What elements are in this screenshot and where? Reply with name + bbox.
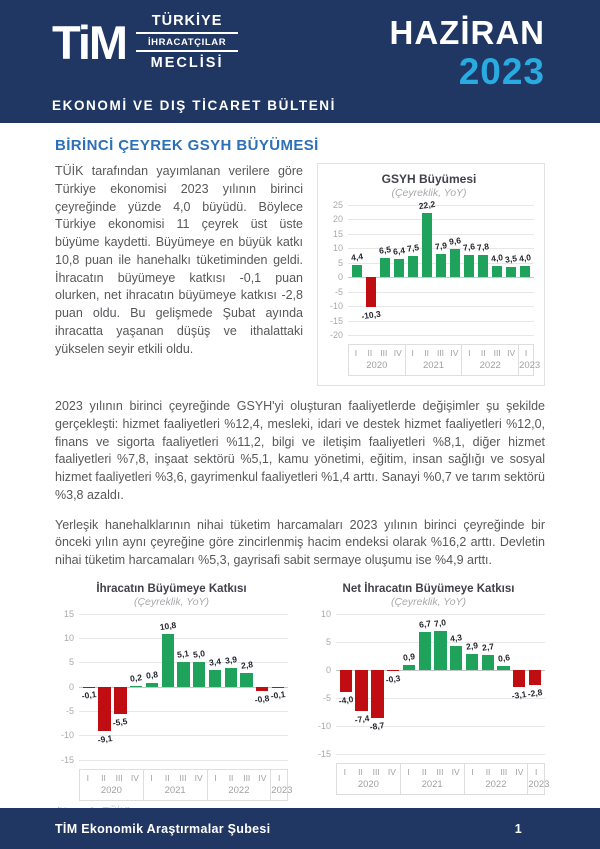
bars: [338, 614, 543, 754]
bar-column: [378, 205, 392, 335]
bar-column: [480, 614, 496, 754]
bar-column: [81, 614, 97, 760]
x-quarter-labels: [465, 764, 528, 777]
x-quarter-labels: [337, 764, 400, 777]
x-quarter-label: IV: [130, 772, 139, 783]
x-quarter-label: IV: [450, 348, 459, 358]
bar-value-label: 6,5: [378, 244, 392, 257]
page-number: 1: [514, 821, 522, 836]
x-quarter-label: II: [424, 348, 429, 358]
bar: [380, 258, 391, 277]
bar-column: [434, 205, 448, 335]
x-quarter-label: II: [421, 766, 427, 777]
x-year-label: 2020: [366, 360, 388, 371]
x-quarter-label: I: [524, 348, 528, 358]
issue-date: [390, 15, 545, 113]
main-content: [0, 137, 600, 818]
bar-value-label: 9,6: [448, 235, 462, 248]
x-quarter-label: I: [150, 772, 153, 783]
bar-value-label: 4,4: [350, 250, 364, 263]
bar: [403, 665, 415, 670]
bar-column: [113, 614, 129, 760]
x-quarter-labels: [462, 345, 518, 358]
bar: [83, 687, 95, 688]
x-axis-year-group: [527, 764, 550, 794]
bar: [146, 683, 158, 687]
bar-value-label: 2,8: [239, 659, 254, 671]
bar-column: [239, 614, 255, 760]
chart-body: [312, 608, 545, 759]
bar: [272, 687, 284, 688]
y-axis: [312, 608, 336, 759]
x-quarter-labels: [349, 345, 405, 358]
x-axis-year-group: [400, 764, 464, 794]
x-axis-year-group: [405, 345, 462, 375]
bar-column: [97, 614, 113, 760]
y-tick-label: -15: [60, 754, 74, 765]
y-tick-label: 0: [68, 681, 74, 692]
y-tick-label: 15: [63, 608, 74, 619]
y-tick-label: -10: [317, 720, 331, 731]
y-tick-label: 15: [332, 228, 343, 239]
bar: [436, 254, 447, 277]
x-axis-year-group: [207, 770, 271, 800]
x-year-label: 2023: [528, 778, 550, 790]
bar: [162, 634, 174, 687]
org-name-line3: MECLİSİ: [150, 54, 224, 71]
bar-column: [462, 205, 476, 335]
bar-value-label: 7,5: [406, 241, 420, 254]
x-quarter-label: IV: [393, 348, 402, 358]
x-quarter-label: II: [228, 772, 234, 783]
y-axis: [55, 608, 79, 765]
bar: [466, 654, 478, 670]
bar: [450, 249, 461, 277]
x-year-label: 2022: [228, 784, 250, 796]
bar: [419, 632, 431, 670]
x-quarter-label: I: [354, 348, 358, 358]
bar-value-label: 3,9: [224, 653, 238, 666]
bar-column: [223, 614, 239, 760]
bar: [340, 670, 352, 692]
x-quarter-label: III: [500, 766, 508, 777]
x-quarter-label: IV: [387, 766, 396, 777]
bar-column: [433, 614, 449, 754]
x-quarter-label: I: [277, 772, 281, 783]
bar-column: [401, 614, 417, 754]
bar-value-label: 0,6: [496, 652, 511, 665]
x-axis-year-group: [518, 345, 541, 375]
bar-value-label: 0,2: [129, 671, 143, 684]
bar-value-label: 7,8: [476, 240, 490, 253]
bar-column: [476, 205, 490, 335]
bar-column: [406, 205, 420, 335]
bar-value-label: -9,1: [96, 733, 113, 746]
bar-column: [270, 614, 286, 760]
x-quarter-label: III: [493, 348, 501, 358]
gridline: [336, 754, 545, 755]
bar: [256, 687, 268, 691]
y-axis: [324, 200, 348, 340]
bar-value-label: -0,1: [80, 689, 97, 702]
bar: [513, 670, 525, 687]
y-tick-label: 25: [332, 200, 343, 210]
bar: [492, 266, 503, 278]
x-quarter-label: III: [436, 348, 445, 358]
bar-column: [176, 614, 192, 760]
bar-column: [448, 205, 462, 335]
x-quarter-labels: [519, 345, 533, 358]
x-year-label: 2020: [100, 784, 122, 796]
x-year-label: 2021: [164, 784, 186, 796]
intro-paragraph: TÜİK tarafından yayımlanan verilere göre Türkiye ekonomisi 2023 yılının birinci çeyreğinde yüzde 4,0 büyüdü. Böylece Türkiye ekonomisi 11 çeyrek üst üste büyüme kaydetti. Büyümeye en büyük katkı 10,8 puan ile hanehalkı tüketiminden geldi. İhracatın büyümeye katkısı -0,1 puan olurken, net ihracatın büyümeye katkısı -2,8 puan oldu. Bu gelişmede Şubat ayında ihracatta yaşanan düşüş ve ithalattaki yükselen seyir etkili oldu.: [55, 164, 303, 356]
x-quarter-label: I: [343, 766, 347, 777]
bar: [450, 646, 462, 670]
y-tick-label: 10: [332, 243, 343, 254]
x-axis: [336, 763, 550, 795]
y-tick-label: -15: [329, 315, 343, 326]
x-axis-year-group: [270, 770, 293, 800]
bar-value-label: -7,4: [353, 713, 370, 726]
y-tick-label: -5: [65, 706, 74, 717]
bar: [478, 255, 489, 278]
x-axis-year-group: [349, 345, 405, 375]
bar-value-label: -10,3: [360, 308, 382, 322]
x-quarter-label: II: [485, 766, 491, 777]
bar-value-label: 7,6: [462, 241, 476, 254]
x-quarter-label: IV: [194, 772, 203, 783]
y-tick-label: 20: [332, 214, 343, 225]
bar-column: [418, 198, 436, 335]
y-tick-label: 5: [68, 657, 74, 668]
header-banner: [0, 0, 600, 123]
bar-column: [254, 614, 270, 760]
bar-value-label: -0,8: [254, 692, 271, 705]
org-name-line2: İHRACATÇILAR: [136, 34, 238, 52]
footer-department: TİM Ekonomik Araştırmalar Şubesi: [55, 821, 271, 836]
x-year-label: 2022: [479, 360, 501, 371]
x-axis-year-group: [461, 345, 518, 375]
chart-body: [55, 608, 288, 765]
chart-body: [324, 198, 534, 340]
x-quarter-label: III: [436, 766, 444, 777]
bar-value-label: 5,1: [176, 648, 191, 660]
bottom-charts-row: [55, 582, 550, 801]
chart-net-export-contribution: [312, 582, 550, 801]
chart-title: İhracatın Büyümeye Katkısı: [96, 582, 247, 595]
bar-column: [518, 205, 532, 335]
bar-column: [354, 614, 370, 754]
issue-year: 2023: [458, 51, 545, 93]
x-quarter-label: IV: [258, 772, 267, 783]
x-quarter-labels: [401, 764, 464, 777]
bar-value-label: 5,0: [192, 648, 206, 661]
gridline: [348, 335, 534, 336]
tim-logo: [52, 13, 336, 71]
bar-column: [527, 614, 543, 754]
bars: [350, 198, 532, 335]
x-quarter-label: IV: [451, 766, 460, 777]
bar: [130, 686, 142, 687]
bar: [352, 265, 363, 278]
bar-column: [144, 614, 160, 760]
y-tick-label: 5: [325, 636, 331, 647]
bar-value-label: 6,4: [392, 244, 406, 257]
bar-column: [417, 614, 433, 754]
y-tick-label: -10: [329, 301, 343, 312]
plot-area: [79, 614, 288, 760]
bar-value-label: 2,9: [465, 639, 479, 652]
y-tick-label: -10: [60, 730, 74, 741]
bar: [193, 662, 205, 686]
org-name-line1: TÜRKİYE: [136, 13, 238, 34]
x-quarter-label: III: [380, 348, 388, 358]
x-quarter-label: III: [243, 772, 251, 783]
x-quarter-labels: [144, 770, 207, 783]
brand-block: [52, 13, 336, 113]
bar-value-label: 3,5: [504, 253, 518, 265]
bar: [497, 666, 509, 669]
y-tick-label: 10: [320, 608, 331, 619]
bar-value-label: -2,8: [527, 687, 544, 700]
x-quarter-label: III: [372, 766, 380, 777]
bar-column: [191, 614, 207, 760]
bar-value-label: -3,1: [511, 689, 528, 702]
bar-value-label: 4,0: [518, 251, 532, 264]
bar-value-label: -8,7: [369, 720, 386, 733]
bar: [464, 255, 475, 277]
tim-logo-mark: TiM: [52, 16, 127, 70]
y-tick-label: 5: [337, 257, 343, 268]
x-axis-year-group: [337, 764, 400, 794]
x-quarter-label: I: [534, 766, 538, 777]
x-quarter-label: IV: [515, 766, 524, 777]
plot-area: [348, 198, 534, 335]
bar-column: [490, 205, 504, 335]
plot-area: [336, 614, 545, 754]
bar-column: [385, 614, 401, 754]
x-quarter-label: I: [471, 766, 474, 777]
bulletin-title: EKONOMİ VE DIŞ TİCARET BÜLTENİ: [52, 98, 337, 113]
x-year-label: 2021: [421, 778, 443, 790]
bar: [177, 662, 189, 687]
chart-subtitle: (Çeyreklik, YoY): [133, 595, 210, 608]
bar: [98, 687, 110, 731]
section-title: BİRİNCİ ÇEYREK GSYH BÜYÜMESİ: [55, 137, 319, 154]
x-quarter-label: III: [179, 772, 187, 783]
x-axis: [79, 769, 293, 801]
consumption-paragraph: Yerleşik hanehalklarının nihai tüketim harcamaları 2023 yılının birinci çeyreğinde bir önceki yılın aynı çeyreğine göre zincirlenmiş hacim endeksi olarak %16,2 arttı. Devletin nihai tüketim harcamaları %5,3, gayrisafi sabit sermaye oluşumu ise %4,9 arttı.: [55, 517, 545, 567]
bar: [482, 655, 494, 670]
bar-value-label: 0,8: [145, 669, 159, 681]
x-quarter-label: II: [358, 766, 363, 777]
x-quarter-labels: [208, 770, 271, 783]
x-axis-year-group: [80, 770, 143, 800]
x-year-label: 2023: [271, 784, 293, 796]
x-quarter-labels: [406, 345, 462, 358]
bars: [81, 614, 286, 760]
bar-value-label: -5,5: [112, 715, 129, 728]
x-quarter-labels: [528, 764, 544, 777]
x-axis-year-group: [143, 770, 207, 800]
y-tick-label: -5: [322, 692, 331, 703]
bar-value-label: 4,0: [490, 251, 504, 264]
bar-column: [370, 614, 386, 754]
bar-column: [160, 614, 176, 760]
bar: [434, 631, 446, 670]
bar-column: [207, 614, 223, 760]
activities-paragraph: 2023 yılının birinci çeyreğinde GSYH'yi oluşturan faaliyetlerde değişimler şu şekilde gerçekleşti: hizmet faaliyetleri %12,4, mesleki, idari ve destek hizmet faaliyetleri %12,0, finans ve sigorta faaliyetleri %11,2, bilgi ve iletişim faaliyetleri %8,1, diğer hizmet faaliyetleri %7,8, inşaat sektörü %5,1, kamu yönetimi, eğitim, insan sağlığı ve sosyal hizmet faaliyetleri %3,6, gayrimenkul faaliyetleri %1,4 arttı. Sanayi %0,7 ve tarım sektörü %3,8 azaldı.: [55, 399, 545, 502]
chart-title: Net İhracatın Büyümeye Katkısı: [342, 582, 515, 595]
bar: [394, 259, 405, 277]
y-tick-label: 10: [63, 633, 74, 644]
x-quarter-label: IV: [507, 348, 516, 358]
bar-value-label: -0,3: [385, 673, 402, 686]
bar: [114, 687, 126, 714]
bar-value-label: -0,1: [270, 689, 287, 702]
bar: [387, 670, 399, 672]
bar-value-label: 10,8: [158, 620, 177, 633]
issue-month: HAZİRAN: [389, 14, 545, 51]
chart-subtitle: (Çeyreklik, YoY): [390, 595, 467, 608]
x-quarter-label: II: [164, 772, 170, 783]
bar-column: [496, 614, 512, 754]
chart-gsyh-growth: [317, 163, 545, 386]
bar: [520, 266, 531, 278]
x-quarter-label: I: [86, 772, 90, 783]
bar: [529, 670, 541, 686]
x-quarter-label: I: [411, 348, 414, 358]
y-tick-label: 0: [325, 664, 331, 675]
bar-value-label: 22,2: [418, 198, 436, 212]
bar-column: [504, 205, 518, 335]
bar: [422, 213, 433, 277]
chart-title: GSYH Büyümesi: [381, 172, 477, 186]
chart-export-contribution: [55, 582, 293, 801]
x-year-label: 2021: [422, 360, 445, 371]
chart-subtitle: (Çeyreklik, YoY): [391, 187, 467, 199]
x-axis-year-group: [464, 764, 528, 794]
bar: [225, 668, 237, 687]
bar-column: [464, 614, 480, 754]
bar-column: [128, 614, 144, 760]
x-year-label: 2020: [357, 778, 379, 790]
footer-bar: [0, 808, 600, 849]
x-quarter-labels: [80, 770, 143, 783]
y-tick-label: -5: [334, 286, 343, 297]
x-quarter-label: II: [367, 348, 373, 358]
bar: [355, 670, 367, 711]
bar-value-label: 4,3: [449, 631, 463, 644]
bar-column: [511, 614, 527, 754]
bar: [240, 673, 252, 687]
org-name: [136, 13, 238, 71]
bar-value-label: 7,0: [433, 616, 448, 629]
bar-column: [338, 614, 354, 754]
bar-column: [448, 614, 464, 754]
x-quarter-label: III: [115, 772, 123, 783]
bar: [366, 277, 377, 307]
y-tick-label: 0: [337, 272, 343, 283]
bar-value-label: 6,7: [418, 618, 432, 630]
bar: [209, 670, 221, 687]
bar-value-label: 2,7: [481, 640, 495, 653]
x-year-label: 2022: [485, 778, 507, 790]
y-tick-label: -20: [329, 330, 343, 340]
x-quarter-label: II: [480, 348, 486, 358]
bar-value-label: 0,9: [402, 650, 416, 663]
bar: [408, 256, 419, 278]
bar-column: [392, 205, 406, 335]
bar-value-label: -4,0: [337, 694, 354, 707]
bar: [506, 267, 517, 277]
x-quarter-label: II: [101, 772, 106, 783]
x-quarter-label: I: [214, 772, 217, 783]
x-quarter-label: I: [407, 766, 410, 777]
x-quarter-labels: [271, 770, 287, 783]
gridline: [79, 760, 288, 761]
intro-row: [55, 163, 545, 386]
y-tick-label: -15: [317, 748, 331, 759]
x-year-label: 2023: [519, 360, 541, 371]
bar-column: [360, 205, 382, 335]
bar: [371, 670, 383, 719]
x-quarter-label: I: [468, 348, 471, 358]
bar-value-label: 3,4: [208, 656, 222, 668]
x-axis: [348, 344, 541, 376]
bar-value-label: 7,9: [434, 240, 448, 253]
